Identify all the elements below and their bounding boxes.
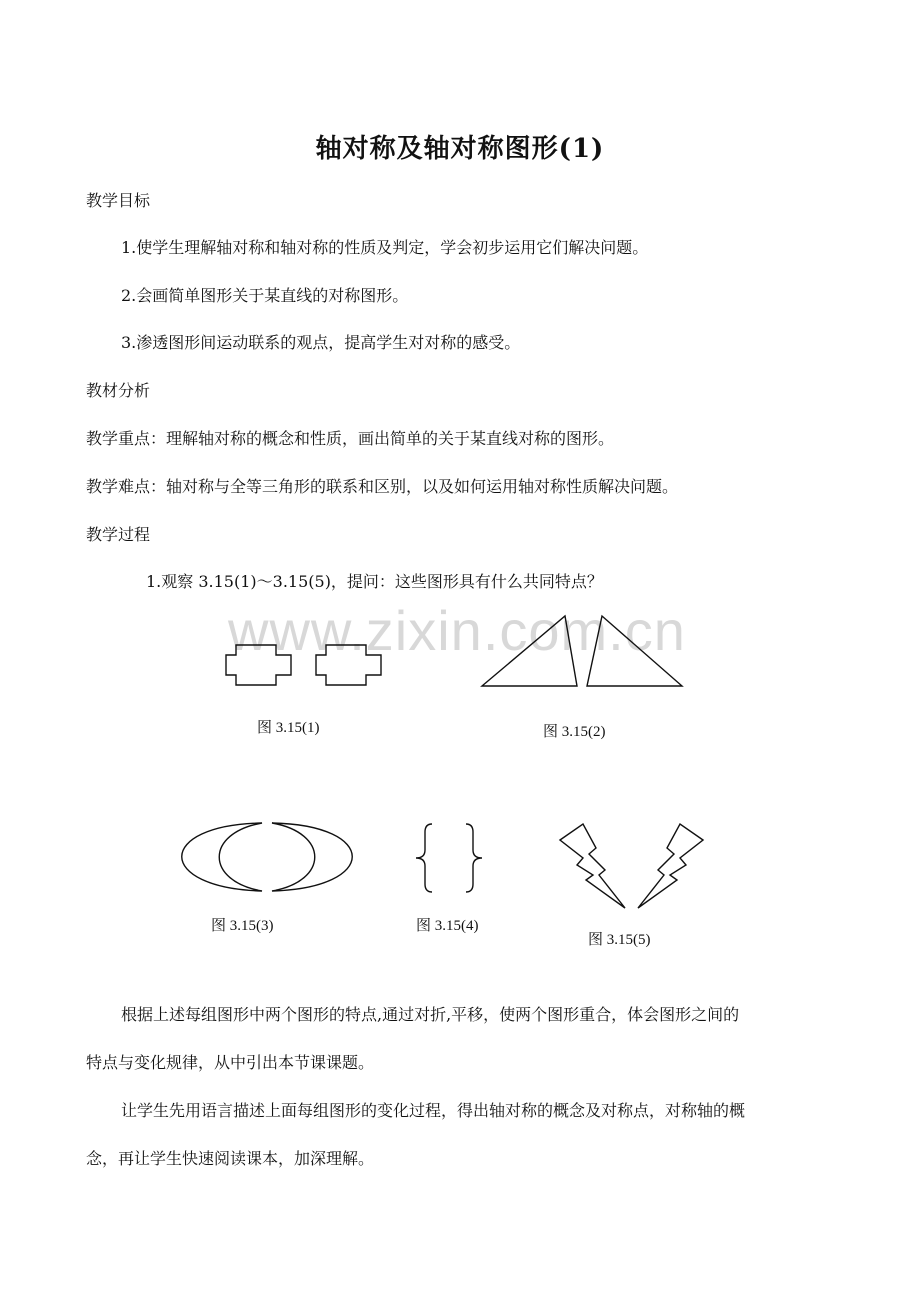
paragraph-1-line-1: 根据上述每组图形中两个图形的特点,通过对折,平移，使两个图形重合，体会图形之间的: [121, 1005, 740, 1024]
figure-1-notched-rectangles: [220, 640, 390, 695]
figure-2-caption: 图 3.15(2): [543, 724, 606, 740]
figure-1-caption: 图 3.15(1): [257, 720, 320, 736]
figure-3-crescents: [175, 815, 365, 900]
goals-heading: 教学目标: [86, 191, 151, 210]
difficulty: 教学难点：轴对称与全等三角形的联系和区别，以及如何运用轴对称性质解决问题。: [86, 477, 679, 496]
analysis-heading: 教材分析: [86, 381, 151, 400]
goal-item-1: 1.使学生理解轴对称和轴对称的性质及判定，学会初步运用它们解决问题。: [121, 238, 649, 257]
key-point: 教学重点：理解轴对称的概念和性质，画出简单的关于某直线对称的图形。: [86, 429, 615, 448]
paragraph-1-line-2: 特点与变化规律，从中引出本节课课题。: [86, 1053, 375, 1072]
page-title: 轴对称及轴对称图形(1): [315, 134, 605, 164]
paragraph-2-line-2: 念，再让学生快速阅读课本，加深理解。: [86, 1149, 375, 1168]
process-item-1: 1.观察 3.15(1)～3.15(5)，提问：这些图形具有什么共同特点？: [146, 572, 603, 591]
figure-5-lightning-bolts: [555, 820, 710, 915]
figure-2-triangles: [475, 610, 690, 695]
process-heading: 教学过程: [86, 525, 151, 544]
goal-item-2: 2.会画简单图形关于某直线的对称图形。: [121, 286, 409, 305]
watermark: www.zixin.com.cn: [228, 599, 686, 662]
paragraph-2-line-1: 让学生先用语言描述上面每组图形的变化过程，得出轴对称的概念及对称点，对称轴的概: [121, 1101, 746, 1120]
figure-4-braces: [410, 820, 490, 898]
figure-3-caption: 图 3.15(3): [211, 918, 274, 934]
figure-4-caption: 图 3.15(4): [416, 918, 479, 934]
figure-5-caption: 图 3.15(5): [588, 932, 651, 948]
goal-item-3: 3.渗透图形间运动联系的观点，提高学生对对称的感受。: [121, 333, 521, 352]
